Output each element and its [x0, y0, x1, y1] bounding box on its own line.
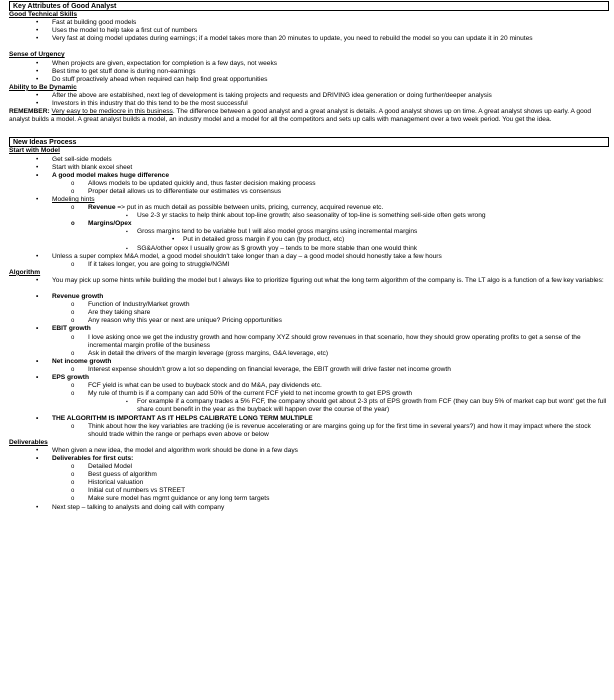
list-item: • You may pick up some hints while building the model but I always like to prioritize figuring out what the long term algorithm of the company is. The LT algo is a function of a few key variables: — [36, 276, 604, 284]
list-item: • Best time to get stuff done is during non-earnings — [9, 68, 609, 76]
list-item: • Fast at building good models — [9, 19, 609, 27]
remember-underlined: Very easy to be mediocre in this business — [51, 108, 173, 116]
subheading-good-technical-skills: Good Technical Skills — [9, 11, 78, 18]
list-item: o Allows models to be updated quickly and, thus faster decision making process — [9, 180, 609, 188]
list-item: o My rule of thumb is if a company can add 50% of the current FCF yield to net income growth to get EPS growth — [9, 390, 609, 398]
list-item: • A good model makes huge difference — [9, 172, 609, 180]
list-item: ▪ SG&A/other opex I usually grow as $ growth yoy – tends to be more stable than one would think — [9, 245, 609, 253]
list-item: o Proper detail allows us to differentiate our estimates vs consensus — [9, 188, 609, 196]
subheading-algorithm: Algorithm — [9, 268, 41, 276]
list-item: ▪ Use 2-3 yr stacks to help think about top-line growth; also seasonality of top-line is something sell-side often gets wrong — [9, 212, 609, 220]
list-item: • Net income growth — [9, 358, 609, 366]
list-item: • Very fast at doing model updates during earnings; if a model takes more than 20 minutes to update, you need to rebuild the model so you can update it in 20 minutes — [36, 35, 533, 43]
list-item: o Any reason why this year or next are unique? Pricing opportunities — [9, 317, 609, 325]
subheading-ability-to-be-dynamic: Ability to Be Dynamic — [9, 83, 77, 91]
list-item: • Investors in this industry that do this tend to be the most successful — [9, 100, 609, 108]
list-item: • Get sell-side models — [9, 156, 609, 164]
subheading-start-with-model: Start with Model — [9, 147, 60, 155]
list-item: • Modeling hints — [9, 196, 609, 204]
list-item: o Ask in detail the drivers of the margin leverage (gross margins, G&A leverage, etc) — [9, 350, 609, 358]
list-item: o I love asking once we get the industry growth and how company XYZ should grow revenues in that scenario, how they should grow operating profits to get a sense of the incremental margin profile of the business — [71, 333, 581, 349]
list-item: o Historical valuation — [9, 479, 609, 487]
list-item: o Function of Industry/Market growth — [9, 301, 609, 309]
remember-label: REMEMBER: — [9, 108, 50, 116]
list-item: • When given a new idea, the model and algorithm work should be done in a few days — [9, 447, 609, 455]
list-item: • When projects are given, expectation for completion is a few days, not weeks — [9, 60, 609, 68]
subheading-sense-of-urgency: Sense of Urgency — [9, 51, 65, 59]
list-item: • Revenue growth — [9, 293, 609, 301]
list-item: • THE ALGORITHM IS IMPORTANT AS IT HELPS CALIBRATE LONG TERM MULTIPLE — [9, 415, 609, 423]
list-item: o Interest expense shouldn't grow a lot so depending on financial leverage, the EBIT growth will drive faster net income growth — [9, 366, 609, 374]
list-item: • Uses the model to help take a first cut of numbers — [9, 27, 609, 35]
list-item: • Deliverables for first cuts: — [9, 455, 609, 463]
list-item: o Are they taking share — [9, 309, 609, 317]
list-item: • EPS growth — [9, 374, 609, 382]
list-item: • Start with blank excel sheet — [9, 164, 609, 172]
remember-text: . The difference between a good analyst and a great analyst is details. A good analyst shows up on time. A great analyst shows up early. A good analyst builds a model. A great analyst builds a model, an industry model and a model for all the competitors and sets up calls with management over a two week period. You get the idea. — [9, 108, 592, 124]
list-item: • EBIT growth — [9, 325, 609, 333]
list-item: ▪ Gross margins tend to be variable but I will also model gross margins using incremental margins — [9, 228, 609, 236]
list-item: • Put in detailed gross margin if you can (by product, etc) — [172, 236, 345, 244]
list-item: • Unless a super complex M&A model, a good model shouldn't take longer than a day – a good model should honestly take a few hours — [9, 253, 609, 261]
list-item: o Think about how the key variables are tracking (ie is revenue accelerating or are margins going up for the first time in several years?) and how it may impact where the stock should trade within the range or perhaps even above or below — [71, 422, 591, 438]
list-item: o Best guess of algorithm — [9, 471, 609, 479]
list-item: • After the above are established, next leg of development is taking projects and requests and DRIVING idea generation or doing further/deeper analysis — [9, 92, 609, 100]
list-item: o Initial cut of numbers vs STREET — [9, 487, 609, 495]
section-header-new-ideas: New Ideas Process — [9, 137, 609, 147]
list-item: o Detailed Model — [9, 463, 609, 471]
subheading-deliverables: Deliverables — [9, 438, 48, 446]
document-page — [9, 1, 609, 512]
list-item: • Do stuff proactively ahead when required can help find great opportunities — [9, 76, 609, 84]
list-item: o Revenue => put in as much detail as possible between units, pricing, currency, acquired revenue etc. — [9, 204, 609, 212]
list-item: • Next step – talking to analysts and doing call with company — [9, 504, 609, 512]
section-header-key-attributes: Key Attributes of Good Analyst — [9, 1, 609, 11]
list-item: o FCF yield is what can be used to buyback stock and do M&A, pay dividends etc. — [9, 382, 609, 390]
list-item: o If it takes longer, you are going to struggle/NGMI — [9, 261, 609, 269]
remember-paragraph — [9, 108, 609, 132]
list-item: ▪ For example if a company trades a 5% FCF, the company should get about 2-3 pts of EPS growth from FCF (they can buy 5% of market cap but wont' get the full share count benefit in the year as the buyback will happen over the course of the year) — [126, 398, 607, 414]
list-item: o Margins/Opex — [9, 220, 609, 228]
list-item: o Make sure model has mgmt guidance or any long term targets — [9, 495, 609, 503]
